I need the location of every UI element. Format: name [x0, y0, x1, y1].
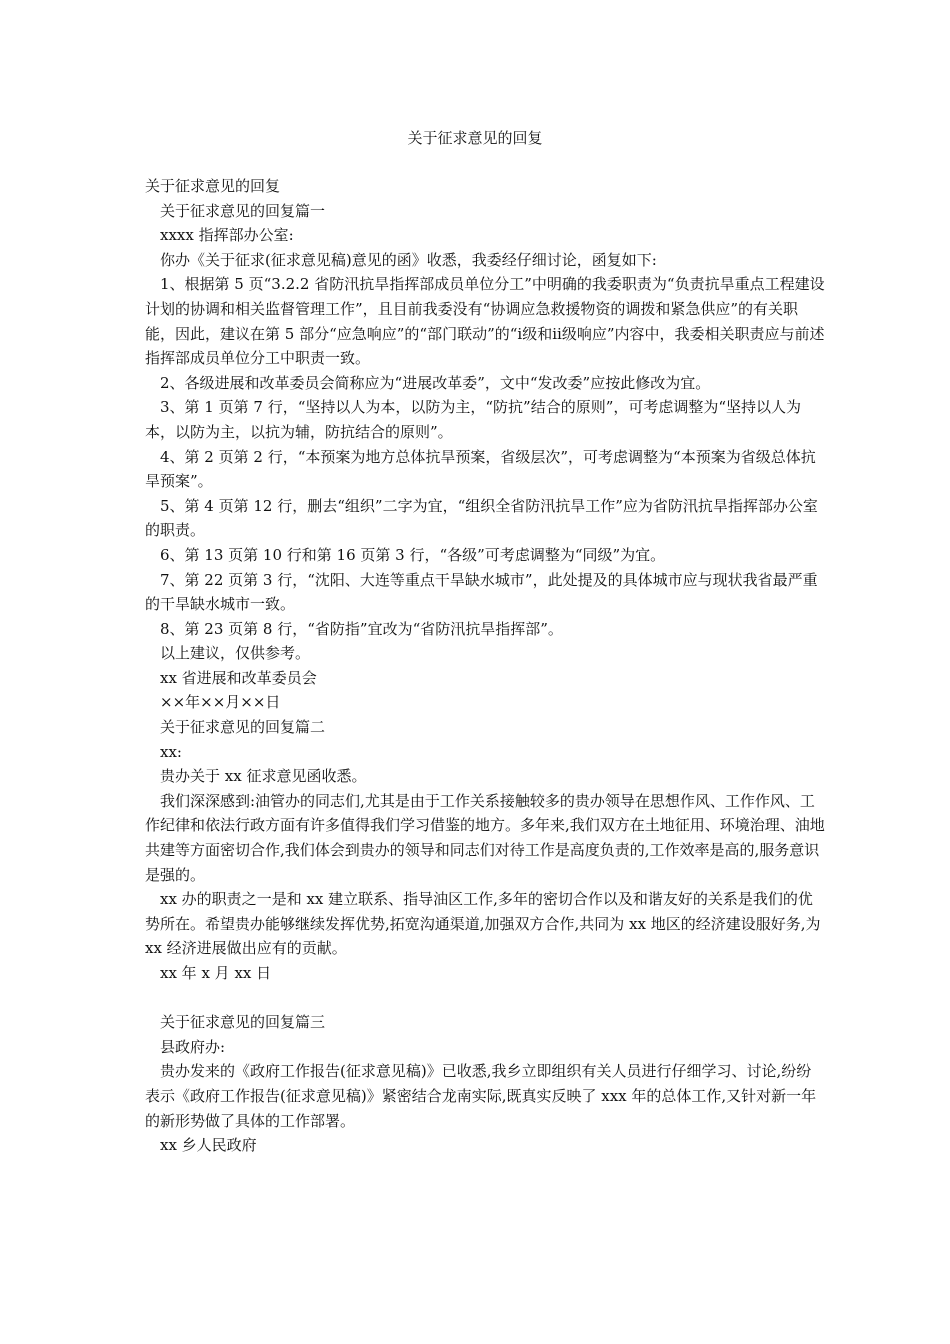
- part1-item-2: 2、各级进展和改革委员会简称应为“进展改革委”，文中“发改委”应按此修改为宜。: [160, 373, 711, 392]
- part1-item-8: 8、第 23 页第 8 行，“省防指”宜改为“省防汛抗旱指挥部”。: [160, 619, 563, 638]
- part2-salutation: xx:: [160, 742, 182, 761]
- part2-heading: 关于征求意见的回复篇二: [160, 718, 326, 737]
- part1-item-1: 1、根据第 5 页“3.2.2 省防汛抗旱指挥部成员单位分工”中明确的我委职责为“负责抗旱重点工程建设计划的协调和相关监督管理工作”，且目前我委没有“协调应急救援物资的调拨和紧急供应”的有关职能，因此，建议在第 5 部分“应急响应”的“部门联动”的“ⅰ级和ⅱ级响应”内容中，我委相关职责应与前述指挥部成员单位分工中职责一致。: [145, 275, 825, 368]
- part3-paragraph: 贵办发来的《政府工作报告(征求意见稿)》已收悉,我乡立即组织有关人员进行仔细学习、讨论,纷纷表示《政府工作报告(征求意见稿)》紧密结合龙南实际,既真实反映了 xxx 年的总体工作,又针对新一年的新形势做了具体的工作部署。: [145, 1062, 817, 1130]
- part1-closing: 以上建议，仅供参考。: [160, 644, 311, 663]
- part3-heading: 关于征求意见的回复篇三: [160, 1013, 326, 1032]
- part2-paragraph-2: 我们深深感到:油管办的同志们,尤其是由于工作关系接触较多的贵办领导在思想作风、工作作风、工作纪律和依法行政方面有许多值得我们学习借鉴的地方。多年来,我们双方在土地征用、环境治理、油地共建等方面密切合作,我们体会到贵办的领导和同志们对待工作是高度负责的,工作效率是高的,服务意识是强的。: [145, 791, 825, 884]
- part1-item-3: 3、第 1 页第 7 行，“坚持以人为本，以防为主，“防抗”结合的原则”，可考虑调整为“坚持以人为本，以防为主，以抗为辅，防抗结合的原则”。: [145, 398, 802, 441]
- part1-item-5: 5、第 4 页第 12 行，删去“组织”二字为宜，“组织全省防汛抗旱工作”应为省防汛抗旱指挥部办公室的职责。: [145, 496, 818, 540]
- document-title: 关于征求意见的回复: [407, 129, 543, 147]
- part1-heading: 关于征求意见的回复篇一: [160, 201, 326, 220]
- part2-paragraph-3: xx 办的职责之一是和 xx 建立联系、指导油区工作,多年的密切合作以及和谐友好的关系是我们的优势所在。希望贵办能够继续发挥优势,拓宽沟通渠道,加强双方合作,共同为 xx 地区的经济建设服好务,为 xx 经济进展做出应有的贡献。: [145, 890, 821, 958]
- part1-intro: 你办《关于征求(征求意见稿)意见的函》收悉，我委经仔细讨论，函复如下:: [160, 250, 657, 269]
- part1-signer: xx 省进展和改革委员会: [160, 668, 317, 687]
- part2-paragraph-1: 贵办关于 xx 征求意见函收悉。: [160, 767, 367, 786]
- section-spacer: [145, 986, 825, 1011]
- part3-salutation: 县政府办:: [160, 1037, 226, 1056]
- part2-date: xx 年 x 月 xx 日: [160, 964, 272, 982]
- part1-item-6: 6、第 13 页第 10 行和第 16 页第 3 行，“各级”可考虑调整为“同级”为宜。: [160, 545, 666, 564]
- part1-item-4: 4、第 2 页第 2 行，“本预案为地方总体抗旱预案，省级层次”，可考虑调整为“本预案为省级总体抗旱预案”。: [145, 447, 816, 491]
- part3-signer: xx 乡人民政府: [160, 1136, 257, 1155]
- document-subtitle: 关于征求意见的回复: [145, 177, 281, 195]
- document-body: [145, 174, 825, 1158]
- part1-date: ××年××月××日: [160, 693, 281, 712]
- part1-item-7: 7、第 22 页第 3 行，“沈阳、大连等重点干旱缺水城市”，此处提及的具体城市应与现状我省最严重的干旱缺水城市一致。: [145, 570, 818, 614]
- part1-salutation: xxxx 指挥部办公室:: [160, 226, 294, 245]
